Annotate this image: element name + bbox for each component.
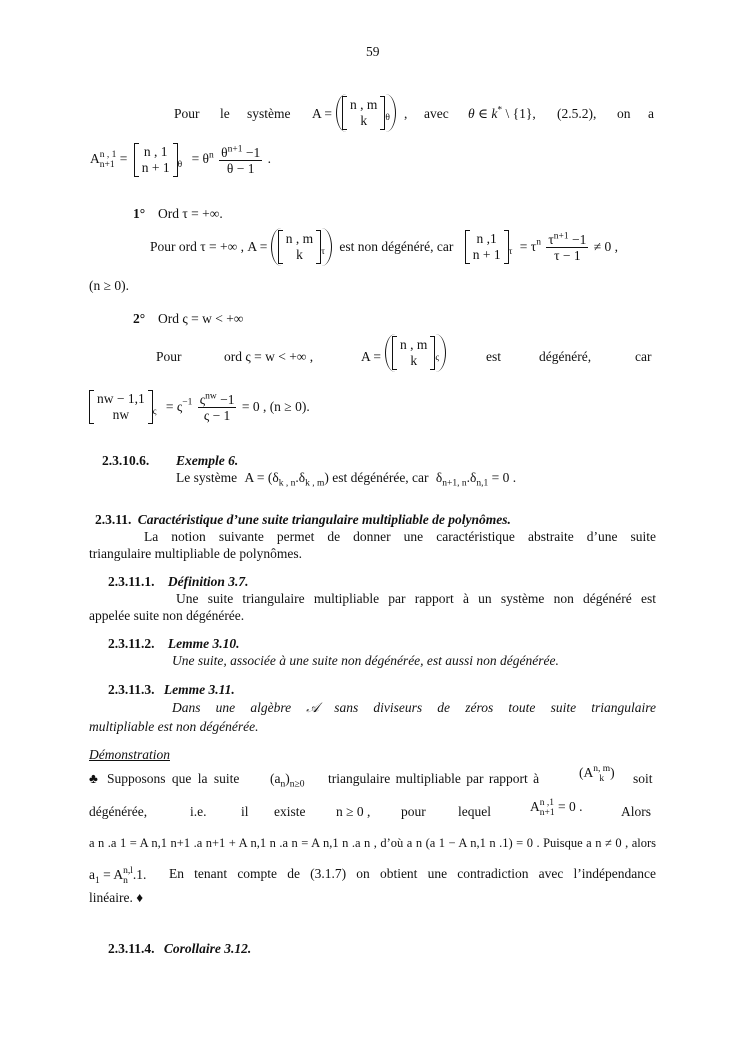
case2-heading: 2° [133,311,146,326]
case2-line: Pour ord ς = w < +∞ , A = n , m k $_\varsigma$ est dégénéré, car [156,334,656,382]
example-number: 2.3.10.6. [102,453,150,468]
system-matrix: n , m k $_\theta$ [336,94,396,132]
intro-line [174,94,656,136]
demo-line1: ♣ Supposons que la suite $(a_n)_{n\ge 0}$ triangulaire multipliable par rapport à (A n, m k ) soit [89,764,653,790]
case2-condition: Ord ς = w < +∞ [158,311,244,326]
word-a: a [648,106,654,121]
comma: , [404,106,408,121]
corollary-heading: 2.3.11.4. Corollaire 3.12. [108,941,252,956]
case2-matrix: n , m k $_\varsigma$ [385,334,446,372]
example-title: Exemple 6. [176,453,239,468]
case1-condition: Ord τ = +∞. [158,206,223,221]
word-on: on [617,106,631,121]
word-avec: avec [424,106,449,121]
section-heading: 2.3.11. Caractéristique d’une suite triangulaire multipliable de polynômes. [95,512,511,527]
end-of-proof-icon: ♦ [136,890,144,905]
word-le: le [220,106,230,121]
A-equals: A = [312,106,332,121]
example-text: Le système $A = (\delta_{k , n}.\delta_{k , m})$ est dégénérée, car $\delta_{n+1, n}.\delta_{n,1} = 0$ . [176,470,517,489]
equation-ref: (2.5.2), [557,106,597,121]
theta-in-k: θ ∈ k* \ {1}, [468,105,536,121]
case1-formula: Pour ord τ = +∞ , A = n , m k $_\tau$ est non dégénéré, car n ,1 n + 1 $_\tau = \tau^n$ $\frac{\tau^{n+1} -1}{\tau - 1}$ ≠ 0 , [150,228,618,266]
section-paragraph-line1: La notion suivante permet de donner une caractéristique abstraite d’une suite [144,529,656,544]
section-paragraph-line2: triangulaire multipliable de polynômes. [89,546,302,561]
demonstration-title: Démonstration [89,747,170,762]
definition-line2: appelée suite non dégénérée. [89,608,245,623]
case1-heading: 1° [133,206,146,221]
definition-line1: Une suite triangulaire multipliable par rapport à un système non dégénéré est [176,591,656,606]
lemma311-line2: multipliable est non dégénérée. [89,719,259,734]
demo-line3: a n .a 1 = A n,1 n+1 .a n+1 + A n,1 n .a n = A n,1 n .a n , d’où a n (a 1 − A n,1 n .1) = 0 . Puisque a n ≠ 0 , alors [89,836,656,850]
lemma310-text: Une suite, associée à une suite non dégénérée, est aussi non dégénérée. [172,653,559,668]
demo-line2: dégénérée, i.e. il existe n ≥ 0 , pour lequel A n ,1 n+1 = 0 . Alors [89,798,651,819]
lemma310-heading: 2.3.11.2. Lemme 3.10. [108,636,240,651]
case2-formula: nw − 1,1 nw $_\varsigma = \varsigma^{-1}$ $\frac{\varsigma^{nw} -1}{\varsigma - 1}$ = 0 , (n ≥ 0). [89,390,310,424]
lemma311-heading: 2.3.11.3. Lemme 3.11. [108,682,235,697]
case1-n-condition: (n ≥ 0). [89,278,130,293]
word-systeme: système [247,106,291,121]
demo-line5: linéaire. ♦ [89,890,144,905]
demo-line4: $a_1 = A$ n,l n .1. En tenant compte de (3.1.7) on obtient une contradiction avec l’indépendance [89,866,656,886]
page-number: 59 [366,44,380,59]
lemma311-line1: Dans une algèbre 𝒜 sans diviseurs de zéros toute suite triangulaire [172,700,656,715]
formula-A-theta: A n , 1 n+1 = n , 1 n + 1 $_\theta = \theta^n$ $\frac{\theta^{n+1} -1}{\theta - 1}$ . [90,144,271,176]
word-pour: Pour [174,106,200,121]
definition-heading: 2.3.11.1. Définition 3.7. [108,574,249,589]
